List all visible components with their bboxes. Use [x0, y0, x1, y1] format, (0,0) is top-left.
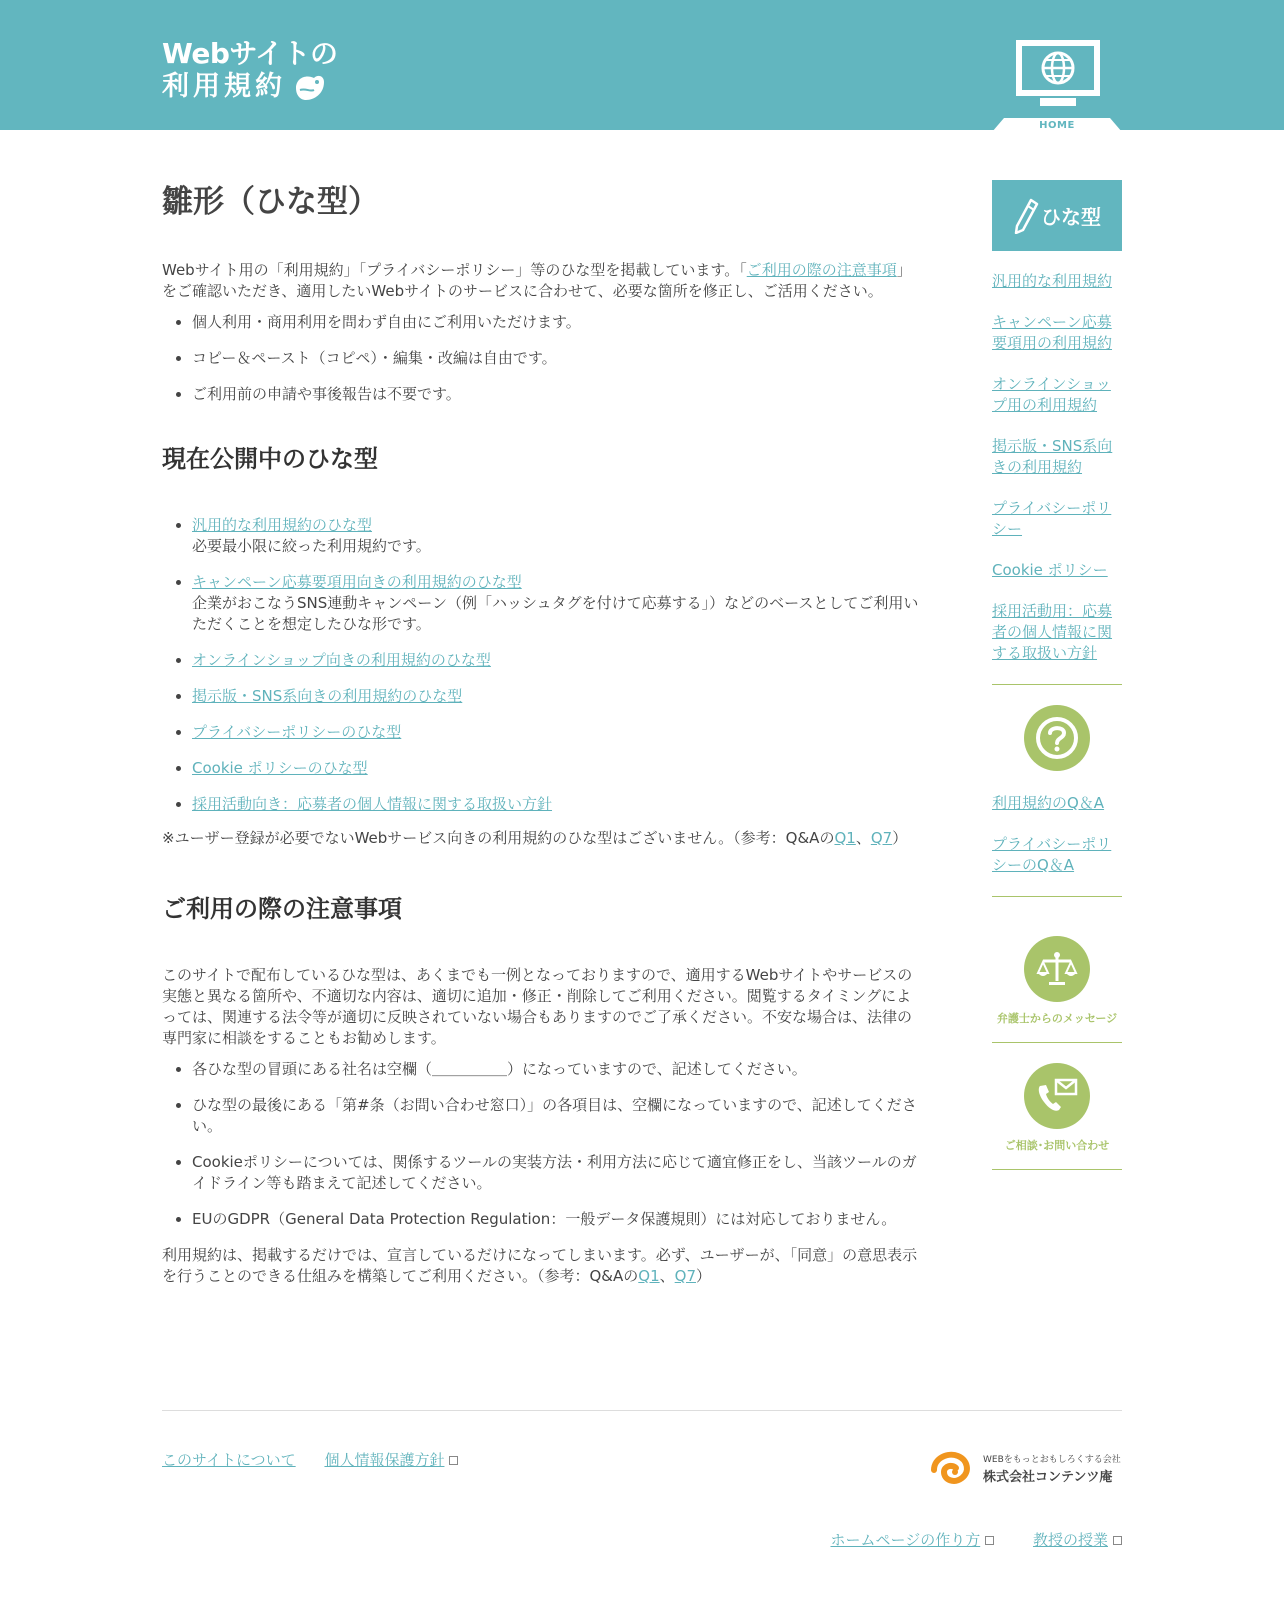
company-tagline: WEBをもっとおもしろくする会社: [983, 1455, 1121, 1465]
template-desc: 必要最小限に絞った利用規約です。: [192, 537, 431, 555]
hina-header-button[interactable]: [992, 180, 1122, 251]
lawyer-message-button[interactable]: [992, 897, 1122, 1026]
list-item: [192, 758, 922, 779]
logo-line2: 利用規約: [162, 71, 286, 102]
qa-q1-link[interactable]: Q1: [638, 1267, 660, 1285]
external-link-icon: [1113, 1536, 1122, 1545]
template-link-campaign[interactable]: キャンペーン応募要項用向きの利用規約のひな型: [192, 573, 522, 591]
site-logo[interactable]: [162, 38, 337, 104]
template-desc: 企業がおこなうSNS連動キャンペーン（例「ハッシュタグを付けて応募する」）などのベースとしてご利用いただくことを想定したひな形です。: [192, 594, 919, 633]
sidebar-qa-block: [992, 685, 1122, 876]
footer-divider: [162, 1410, 1122, 1411]
list-item: • Cookieポリシーについては、関係するツールの実装方法・利用方法に応じて適宜修正をし、当該ツールのガイドライン等も踏まえて記述してください。: [192, 1152, 922, 1194]
list-item: • コピー＆ペースト（コピペ）・編集・改編は自由です。: [192, 348, 922, 369]
home-button[interactable]: [992, 36, 1124, 132]
qa-q7-link[interactable]: Q7: [674, 1267, 697, 1285]
list-item: [192, 515, 922, 557]
bird-icon: [292, 72, 326, 102]
sidebar-item-terms-qa[interactable]: 利用規約のQ＆A: [992, 794, 1105, 812]
template-list: [192, 515, 922, 815]
list-item: [192, 650, 922, 671]
sidebar-item-privacy-qa[interactable]: プライバシーポリシーのQ＆A: [992, 835, 1112, 874]
intro-paragraph: Webサイト用の「利用規約」「プライバシーポリシー」等のひな型を掲載しています。「ご利用の際の注意事項」をご確認いただき、適用したいWebサイトのサービスに合わせて、必要な箇所を修正し、ご活用ください。: [162, 261, 912, 300]
lawyer-caption: 弁護士からのメッセージ: [996, 1012, 1118, 1025]
template-link-board-sns[interactable]: 掲示版・SNS系向きの利用規約のひな型: [192, 687, 463, 705]
sidebar-item-board-sns[interactable]: 掲示版・SNS系向きの利用規約: [992, 437, 1113, 476]
list-item: [192, 572, 922, 635]
sidebar-item-privacy-policy[interactable]: プライバシーポリシー: [992, 499, 1112, 538]
template-link-online-shop[interactable]: オンラインショップ向きの利用規約のひな型: [192, 651, 491, 669]
no-registration-note: ※ユーザー登録が必要でないWebサービス向きの利用規約のひな型はございません。（参考：Q&AのQ1、Q7）: [162, 829, 908, 847]
footer-bottom-links: [797, 1529, 1123, 1550]
divider: [992, 1169, 1122, 1170]
hina-label: ひな型: [1041, 205, 1101, 229]
sidebar-item-recruitment[interactable]: 採用活動用：応募者の個人情報に関する取扱い方針: [992, 602, 1113, 662]
list-item: • EUのGDPR（General Data Protection Regulation：一般データ保護規則）には対応しておりません。: [192, 1209, 922, 1230]
question-icon: [1024, 705, 1090, 771]
logo-line1: Webサイトの: [162, 37, 338, 70]
list-item: [192, 722, 922, 743]
company-name: 株式会社コンテンツ庵: [983, 1470, 1113, 1485]
home-label: HOME: [1039, 120, 1075, 131]
phone-mail-icon: [1024, 1063, 1090, 1129]
qa-q7-link[interactable]: Q7: [870, 829, 893, 847]
usage-rules-list: [192, 312, 922, 405]
list-item: • 各ひな型の冒頭にある社名は空欄（＿＿＿＿＿）になっていますので、記述してください。: [192, 1059, 922, 1080]
list-item: • ひな型の最後にある「第#条（お問い合わせ窓口）」の各項目は、空欄になっていますので、記述してください。: [192, 1095, 922, 1137]
contact-caption: ご相談･お問い合わせ: [1004, 1139, 1110, 1152]
list-item: [192, 794, 922, 815]
external-link-icon: [985, 1536, 994, 1545]
list-item: • ご利用前の申請や事後報告は不要です。: [192, 384, 922, 405]
homepage-guide-link[interactable]: ホームページの作り方: [831, 1531, 995, 1549]
external-link-icon: [449, 1456, 458, 1465]
section-title-templates: 現在公開中のひな型: [162, 445, 378, 473]
footer-links: [162, 1449, 482, 1470]
sidebar-item-campaign[interactable]: キャンペーン応募要項用の利用規約: [992, 313, 1113, 352]
contents-an-logo-icon: [928, 1450, 976, 1488]
usage-notes-paragraph: このサイトで配布しているひな型は、あくまでも一例となっておりますので、適用するWebサイトやサービスの実態と異なる箇所や、不適切な内容は、適切に追加・修正・削除してご利用ください。閲覧するタイミングによっては、関連する法令等が適切に反映されていない場合もありますのでご了承ください。不安な場合は、法律の専門家に相談をすることもお勧めします。: [162, 966, 913, 1047]
scales-icon: [1024, 936, 1090, 1002]
list-item: [192, 686, 922, 707]
monitor-globe-icon: [992, 36, 1124, 118]
qa-q1-link[interactable]: Q1: [834, 829, 856, 847]
pencil-icon: [1013, 198, 1039, 234]
list-item: • 個人利用・商用利用を問わず自由にご利用いただけます。: [192, 312, 922, 333]
sidebar-template-nav: [992, 271, 1122, 664]
caution-list: [192, 1059, 922, 1230]
sidebar-item-cookie-policy[interactable]: Cookie ポリシー: [992, 561, 1108, 579]
template-link-cookie-policy[interactable]: Cookie ポリシーのひな型: [192, 759, 368, 777]
template-link-privacy-policy[interactable]: プライバシーポリシーのひな型: [192, 723, 402, 741]
section-title-usage-notes: ご利用の際の注意事項: [162, 895, 402, 923]
sidebar: [992, 180, 1122, 1170]
sidebar-item-online-shop[interactable]: オンラインショップ用の利用規約: [992, 375, 1111, 414]
main-content: [162, 180, 922, 1287]
closing-paragraph: 利用規約は、掲載するだけでは、宣言しているだけになってしまいます。必ず、ユーザーが、「同意」の意思表示を行うことのできる仕組みを構築してご利用ください。（参考：Q&AのQ1、Q7）: [162, 1246, 918, 1285]
company-logo[interactable]: [928, 1450, 1124, 1488]
template-link-recruitment[interactable]: 採用活動向き：応募者の個人情報に関する取扱い方針: [192, 795, 553, 813]
page-title: 雛形（ひな型）: [162, 184, 379, 220]
footer-about-link[interactable]: このサイトについて: [162, 1451, 296, 1469]
site-header: [0, 0, 1284, 130]
contact-button[interactable]: [992, 1043, 1122, 1153]
sidebar-item-general[interactable]: 汎用的な利用規約: [992, 272, 1113, 290]
usage-notes-link[interactable]: ご利用の際の注意事項: [746, 261, 897, 279]
footer-privacy-link[interactable]: 個人情報保護方針: [324, 1451, 458, 1469]
template-link-general[interactable]: 汎用的な利用規約のひな型: [192, 516, 373, 534]
professor-class-link[interactable]: 教授の授業: [1033, 1531, 1122, 1549]
